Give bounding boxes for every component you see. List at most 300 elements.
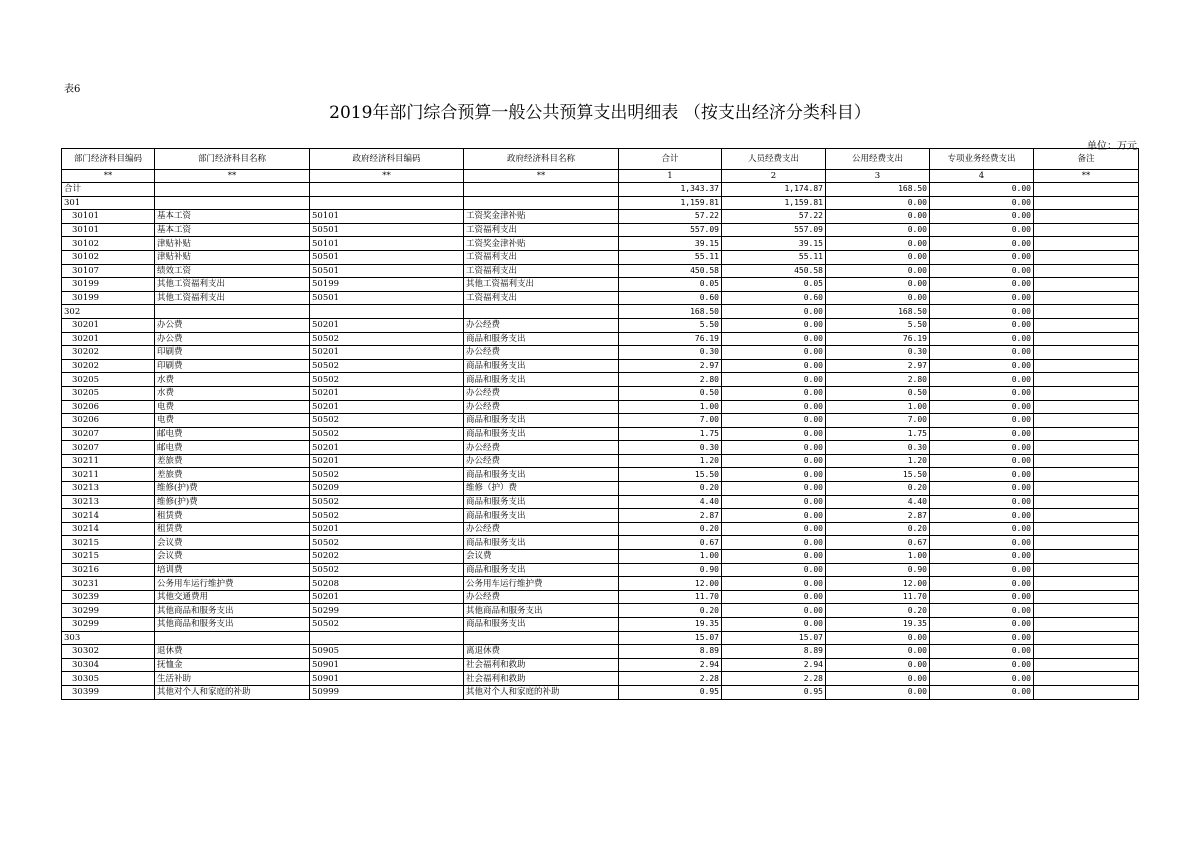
cell-gov-name: 商品和服务支出 xyxy=(464,373,619,387)
header-dept-code: 部门经济科目编码 xyxy=(62,149,155,170)
index-cell: 1 xyxy=(619,170,722,183)
cell-dept-code: 30299 xyxy=(62,618,155,632)
cell-special: 0.00 xyxy=(930,210,1034,224)
cell-personnel: 0.00 xyxy=(722,590,826,604)
cell-dept-code: 30205 xyxy=(62,373,155,387)
cell-public: 2.97 xyxy=(826,359,930,373)
cell-dept-code: 30304 xyxy=(62,658,155,672)
table-row xyxy=(62,604,1139,618)
cell-total: 0.20 xyxy=(619,522,722,536)
cell-dept-code: 30102 xyxy=(62,237,155,251)
cell-public: 76.19 xyxy=(826,332,930,346)
cell-gov-code: 50201 xyxy=(310,522,464,536)
cell-gov-code: 50201 xyxy=(310,454,464,468)
cell-dept-name: 租赁费 xyxy=(155,522,310,536)
cell-personnel: 0.00 xyxy=(722,618,826,632)
cell-gov-name: 商品和服务支出 xyxy=(464,427,619,441)
cell-total: 450.58 xyxy=(619,264,722,278)
cell-personnel: 8.89 xyxy=(722,645,826,659)
cell-dept-name: 差旅费 xyxy=(155,454,310,468)
cell-total: 0.90 xyxy=(619,563,722,577)
cell-personnel: 0.00 xyxy=(722,468,826,482)
cell-special: 0.00 xyxy=(930,196,1034,210)
table-row xyxy=(62,427,1139,441)
cell-special: 0.00 xyxy=(930,590,1034,604)
table-row xyxy=(62,346,1139,360)
cell-special: 0.00 xyxy=(930,400,1034,414)
cell-remarks xyxy=(1034,373,1139,387)
cell-special: 0.00 xyxy=(930,454,1034,468)
cell-public: 0.00 xyxy=(826,237,930,251)
cell-gov-code: 50201 xyxy=(310,386,464,400)
table-row xyxy=(62,590,1139,604)
cell-special: 0.00 xyxy=(930,427,1034,441)
cell-total: 4.40 xyxy=(619,495,722,509)
cell-dept-code: 30201 xyxy=(62,332,155,346)
header-remarks: 备注 xyxy=(1034,149,1139,170)
cell-personnel: 0.00 xyxy=(722,509,826,523)
cell-public: 168.50 xyxy=(826,305,930,319)
cell-dept-code: 30101 xyxy=(62,223,155,237)
cell-remarks xyxy=(1034,495,1139,509)
cell-gov-code xyxy=(310,631,464,645)
cell-dept-name: 差旅费 xyxy=(155,468,310,482)
budget-table xyxy=(61,148,1139,700)
cell-dept-code: 30302 xyxy=(62,645,155,659)
cell-personnel: 0.05 xyxy=(722,278,826,292)
cell-personnel: 0.00 xyxy=(722,359,826,373)
table-row xyxy=(62,550,1139,564)
cell-total: 8.89 xyxy=(619,645,722,659)
cell-total: 0.20 xyxy=(619,604,722,618)
cell-gov-code: 50501 xyxy=(310,264,464,278)
cell-total: 2.87 xyxy=(619,509,722,523)
cell-gov-code: 50502 xyxy=(310,536,464,550)
cell-personnel: 1,174.87 xyxy=(722,183,826,197)
cell-total: 0.30 xyxy=(619,441,722,455)
cell-gov-code: 50999 xyxy=(310,685,464,699)
cell-total: 1.00 xyxy=(619,550,722,564)
cell-dept-name: 生活补助 xyxy=(155,672,310,686)
cell-personnel: 0.00 xyxy=(722,373,826,387)
cell-dept-name: 公务用车运行维护费 xyxy=(155,577,310,591)
cell-dept-name: 维修(护)费 xyxy=(155,495,310,509)
cell-gov-name xyxy=(464,631,619,645)
cell-gov-name: 工资福利支出 xyxy=(464,264,619,278)
index-cell: 2 xyxy=(722,170,826,183)
table-row xyxy=(62,250,1139,264)
cell-gov-name xyxy=(464,196,619,210)
cell-total: 1.00 xyxy=(619,400,722,414)
cell-remarks xyxy=(1034,427,1139,441)
cell-total: 2.97 xyxy=(619,359,722,373)
cell-special: 0.00 xyxy=(930,305,1034,319)
cell-public: 0.00 xyxy=(826,658,930,672)
cell-personnel: 0.95 xyxy=(722,685,826,699)
cell-gov-name: 工资福利支出 xyxy=(464,223,619,237)
cell-remarks xyxy=(1034,414,1139,428)
cell-remarks xyxy=(1034,346,1139,360)
cell-dept-code: 30399 xyxy=(62,685,155,699)
table-row xyxy=(62,536,1139,550)
cell-total: 0.67 xyxy=(619,536,722,550)
cell-gov-code: 50201 xyxy=(310,318,464,332)
cell-total: 0.05 xyxy=(619,278,722,292)
index-cell: 3 xyxy=(826,170,930,183)
cell-dept-name: 津贴补贴 xyxy=(155,250,310,264)
cell-remarks xyxy=(1034,550,1139,564)
cell-dept-name: 抚恤金 xyxy=(155,658,310,672)
cell-total: 1.20 xyxy=(619,454,722,468)
cell-total: 15.07 xyxy=(619,631,722,645)
cell-gov-name: 公务用车运行维护费 xyxy=(464,577,619,591)
cell-total: 12.00 xyxy=(619,577,722,591)
cell-special: 0.00 xyxy=(930,509,1034,523)
cell-gov-code xyxy=(310,196,464,210)
cell-remarks xyxy=(1034,278,1139,292)
cell-dept-code: 合计 xyxy=(62,183,155,197)
header-personnel: 人员经费支出 xyxy=(722,149,826,170)
cell-public: 1.75 xyxy=(826,427,930,441)
cell-gov-code: 50501 xyxy=(310,223,464,237)
cell-special: 0.00 xyxy=(930,563,1034,577)
table-row xyxy=(62,359,1139,373)
cell-total: 168.50 xyxy=(619,305,722,319)
cell-gov-name: 工资奖金津补贴 xyxy=(464,237,619,251)
cell-special: 0.00 xyxy=(930,672,1034,686)
table-row xyxy=(62,631,1139,645)
cell-personnel: 0.00 xyxy=(722,414,826,428)
cell-dept-name: 电费 xyxy=(155,400,310,414)
cell-gov-name: 商品和服务支出 xyxy=(464,359,619,373)
cell-special: 0.00 xyxy=(930,631,1034,645)
cell-dept-name: 培训费 xyxy=(155,563,310,577)
cell-public: 0.30 xyxy=(826,441,930,455)
cell-public: 168.50 xyxy=(826,183,930,197)
cell-dept-code: 30216 xyxy=(62,563,155,577)
cell-dept-name: 维修(护)费 xyxy=(155,482,310,496)
cell-special: 0.00 xyxy=(930,577,1034,591)
cell-public: 0.30 xyxy=(826,346,930,360)
cell-remarks xyxy=(1034,237,1139,251)
cell-personnel: 0.00 xyxy=(722,305,826,319)
table-row xyxy=(62,454,1139,468)
cell-public: 2.87 xyxy=(826,509,930,523)
cell-public: 1.00 xyxy=(826,400,930,414)
cell-public: 7.00 xyxy=(826,414,930,428)
cell-gov-code: 50202 xyxy=(310,550,464,564)
cell-special: 0.00 xyxy=(930,604,1034,618)
cell-remarks xyxy=(1034,618,1139,632)
cell-dept-name: 津贴补贴 xyxy=(155,237,310,251)
table-row xyxy=(62,386,1139,400)
cell-dept-code: 30305 xyxy=(62,672,155,686)
cell-public: 0.00 xyxy=(826,264,930,278)
cell-remarks xyxy=(1034,482,1139,496)
cell-gov-code: 50209 xyxy=(310,482,464,496)
cell-dept-name: 其他交通费用 xyxy=(155,590,310,604)
cell-gov-code: 50502 xyxy=(310,359,464,373)
cell-total: 19.35 xyxy=(619,618,722,632)
cell-personnel: 0.00 xyxy=(722,318,826,332)
cell-remarks xyxy=(1034,590,1139,604)
cell-personnel: 0.00 xyxy=(722,522,826,536)
cell-personnel: 0.00 xyxy=(722,536,826,550)
cell-public: 15.50 xyxy=(826,468,930,482)
cell-remarks xyxy=(1034,318,1139,332)
cell-dept-name: 租赁费 xyxy=(155,509,310,523)
cell-gov-name: 其他商品和服务支出 xyxy=(464,604,619,618)
cell-personnel: 557.09 xyxy=(722,223,826,237)
table-row xyxy=(62,509,1139,523)
cell-gov-code: 50502 xyxy=(310,332,464,346)
cell-total: 0.20 xyxy=(619,482,722,496)
cell-special: 0.00 xyxy=(930,346,1034,360)
cell-dept-code: 30206 xyxy=(62,414,155,428)
cell-public: 0.00 xyxy=(826,291,930,305)
cell-total: 39.15 xyxy=(619,237,722,251)
cell-public: 5.50 xyxy=(826,318,930,332)
cell-dept-name: 印刷费 xyxy=(155,359,310,373)
cell-dept-name: 会议费 xyxy=(155,536,310,550)
cell-public: 12.00 xyxy=(826,577,930,591)
cell-special: 0.00 xyxy=(930,685,1034,699)
cell-gov-name: 商品和服务支出 xyxy=(464,332,619,346)
cell-dept-name: 办公费 xyxy=(155,332,310,346)
cell-dept-name: 邮电费 xyxy=(155,427,310,441)
cell-gov-name: 工资福利支出 xyxy=(464,291,619,305)
cell-dept-name xyxy=(155,196,310,210)
page-title: 2019年部门综合预算一般公共预算支出明细表 （按支出经济分类科目） xyxy=(329,103,871,123)
table-row xyxy=(62,373,1139,387)
header-public: 公用经费支出 xyxy=(826,149,930,170)
cell-gov-name xyxy=(464,183,619,197)
index-row xyxy=(62,170,1139,183)
cell-gov-code: 50101 xyxy=(310,210,464,224)
cell-remarks xyxy=(1034,563,1139,577)
table-row xyxy=(62,482,1139,496)
cell-dept-name: 水费 xyxy=(155,373,310,387)
cell-dept-code: 30201 xyxy=(62,318,155,332)
cell-special: 0.00 xyxy=(930,482,1034,496)
cell-gov-name: 工资奖金津补贴 xyxy=(464,210,619,224)
cell-personnel: 0.00 xyxy=(722,454,826,468)
cell-gov-code: 50101 xyxy=(310,237,464,251)
cell-remarks xyxy=(1034,645,1139,659)
cell-gov-code: 50901 xyxy=(310,658,464,672)
cell-dept-name xyxy=(155,305,310,319)
cell-special: 0.00 xyxy=(930,359,1034,373)
cell-dept-code: 30214 xyxy=(62,522,155,536)
cell-total: 57.22 xyxy=(619,210,722,224)
index-cell: 4 xyxy=(930,170,1034,183)
cell-gov-name: 办公经费 xyxy=(464,522,619,536)
table-row xyxy=(62,318,1139,332)
cell-dept-code: 30215 xyxy=(62,550,155,564)
cell-personnel: 450.58 xyxy=(722,264,826,278)
cell-gov-code: 50502 xyxy=(310,618,464,632)
cell-remarks xyxy=(1034,685,1139,699)
cell-dept-name: 绩效工资 xyxy=(155,264,310,278)
table-row xyxy=(62,196,1139,210)
cell-remarks xyxy=(1034,359,1139,373)
cell-remarks xyxy=(1034,454,1139,468)
cell-dept-code: 30202 xyxy=(62,346,155,360)
table-row xyxy=(62,522,1139,536)
cell-remarks xyxy=(1034,658,1139,672)
cell-dept-code: 302 xyxy=(62,305,155,319)
cell-gov-code: 50502 xyxy=(310,468,464,482)
cell-dept-name: 印刷费 xyxy=(155,346,310,360)
cell-remarks xyxy=(1034,577,1139,591)
cell-public: 0.50 xyxy=(826,386,930,400)
cell-remarks xyxy=(1034,509,1139,523)
unit-label: 单位：万元 xyxy=(1087,141,1137,152)
cell-total: 2.28 xyxy=(619,672,722,686)
cell-dept-name: 邮电费 xyxy=(155,441,310,455)
header-total: 合计 xyxy=(619,149,722,170)
cell-total: 2.80 xyxy=(619,373,722,387)
cell-special: 0.00 xyxy=(930,386,1034,400)
cell-dept-name: 电费 xyxy=(155,414,310,428)
cell-dept-name: 退休费 xyxy=(155,645,310,659)
header-row xyxy=(62,149,1139,170)
cell-public: 0.20 xyxy=(826,604,930,618)
cell-gov-name: 商品和服务支出 xyxy=(464,468,619,482)
cell-dept-code: 30206 xyxy=(62,400,155,414)
cell-personnel: 39.15 xyxy=(722,237,826,251)
cell-total: 0.50 xyxy=(619,386,722,400)
cell-public: 1.00 xyxy=(826,550,930,564)
cell-total: 55.11 xyxy=(619,250,722,264)
cell-special: 0.00 xyxy=(930,522,1034,536)
cell-public: 0.20 xyxy=(826,522,930,536)
cell-public: 1.20 xyxy=(826,454,930,468)
cell-gov-name: 商品和服务支出 xyxy=(464,563,619,577)
cell-total: 1.75 xyxy=(619,427,722,441)
table-row xyxy=(62,414,1139,428)
table-row xyxy=(62,495,1139,509)
cell-public: 0.00 xyxy=(826,685,930,699)
cell-personnel: 57.22 xyxy=(722,210,826,224)
cell-gov-name xyxy=(464,305,619,319)
cell-total: 1,159.81 xyxy=(619,196,722,210)
cell-dept-name: 基本工资 xyxy=(155,223,310,237)
table-row xyxy=(62,223,1139,237)
cell-remarks xyxy=(1034,332,1139,346)
table-row xyxy=(62,658,1139,672)
table-row xyxy=(62,183,1139,197)
cell-dept-name: 水费 xyxy=(155,386,310,400)
cell-total: 0.30 xyxy=(619,346,722,360)
table-row xyxy=(62,685,1139,699)
cell-remarks xyxy=(1034,468,1139,482)
cell-dept-code: 301 xyxy=(62,196,155,210)
cell-gov-code: 50502 xyxy=(310,414,464,428)
cell-personnel: 0.00 xyxy=(722,577,826,591)
cell-gov-name: 商品和服务支出 xyxy=(464,536,619,550)
cell-gov-name: 商品和服务支出 xyxy=(464,618,619,632)
cell-special: 0.00 xyxy=(930,468,1034,482)
cell-gov-code: 50208 xyxy=(310,577,464,591)
cell-dept-code: 30214 xyxy=(62,509,155,523)
cell-public: 11.70 xyxy=(826,590,930,604)
cell-special: 0.00 xyxy=(930,658,1034,672)
table-row xyxy=(62,264,1139,278)
cell-total: 7.00 xyxy=(619,414,722,428)
cell-remarks xyxy=(1034,631,1139,645)
cell-special: 0.00 xyxy=(930,645,1034,659)
cell-dept-code: 30213 xyxy=(62,482,155,496)
cell-gov-name: 社会福利和救助 xyxy=(464,672,619,686)
cell-remarks xyxy=(1034,223,1139,237)
cell-gov-code: 50502 xyxy=(310,427,464,441)
table-row xyxy=(62,672,1139,686)
cell-personnel: 2.94 xyxy=(722,658,826,672)
table-row xyxy=(62,210,1139,224)
cell-special: 0.00 xyxy=(930,373,1034,387)
cell-gov-name: 维修（护）费 xyxy=(464,482,619,496)
cell-remarks xyxy=(1034,196,1139,210)
cell-public: 0.67 xyxy=(826,536,930,550)
cell-gov-code xyxy=(310,305,464,319)
cell-dept-name xyxy=(155,183,310,197)
cell-gov-name: 办公经费 xyxy=(464,441,619,455)
table-row xyxy=(62,400,1139,414)
cell-gov-code: 50201 xyxy=(310,400,464,414)
cell-dept-code: 30199 xyxy=(62,291,155,305)
cell-dept-code: 30107 xyxy=(62,264,155,278)
cell-remarks xyxy=(1034,305,1139,319)
cell-dept-code: 30207 xyxy=(62,441,155,455)
cell-special: 0.00 xyxy=(930,237,1034,251)
cell-dept-code: 30102 xyxy=(62,250,155,264)
cell-remarks xyxy=(1034,672,1139,686)
cell-personnel: 15.07 xyxy=(722,631,826,645)
cell-special: 0.00 xyxy=(930,495,1034,509)
cell-gov-code: 50201 xyxy=(310,441,464,455)
cell-dept-code: 30205 xyxy=(62,386,155,400)
cell-dept-code: 30199 xyxy=(62,278,155,292)
cell-total: 15.50 xyxy=(619,468,722,482)
cell-dept-code: 30231 xyxy=(62,577,155,591)
cell-dept-code: 30202 xyxy=(62,359,155,373)
cell-dept-name: 其他工资福利支出 xyxy=(155,291,310,305)
cell-public: 0.00 xyxy=(826,631,930,645)
cell-remarks xyxy=(1034,400,1139,414)
cell-dept-code: 30299 xyxy=(62,604,155,618)
cell-public: 4.40 xyxy=(826,495,930,509)
table-row xyxy=(62,577,1139,591)
cell-public: 0.20 xyxy=(826,482,930,496)
cell-total: 0.60 xyxy=(619,291,722,305)
cell-remarks xyxy=(1034,210,1139,224)
table-row xyxy=(62,645,1139,659)
cell-special: 0.00 xyxy=(930,441,1034,455)
table-row xyxy=(62,237,1139,251)
cell-public: 2.80 xyxy=(826,373,930,387)
header-special: 专项业务经费支出 xyxy=(930,149,1034,170)
cell-gov-name: 工资福利支出 xyxy=(464,250,619,264)
cell-remarks xyxy=(1034,522,1139,536)
table-row xyxy=(62,468,1139,482)
cell-dept-name: 其他工资福利支出 xyxy=(155,278,310,292)
cell-special: 0.00 xyxy=(930,291,1034,305)
cell-gov-name: 办公经费 xyxy=(464,590,619,604)
cell-gov-code: 50502 xyxy=(310,563,464,577)
cell-dept-name: 其他商品和服务支出 xyxy=(155,618,310,632)
cell-special: 0.00 xyxy=(930,183,1034,197)
